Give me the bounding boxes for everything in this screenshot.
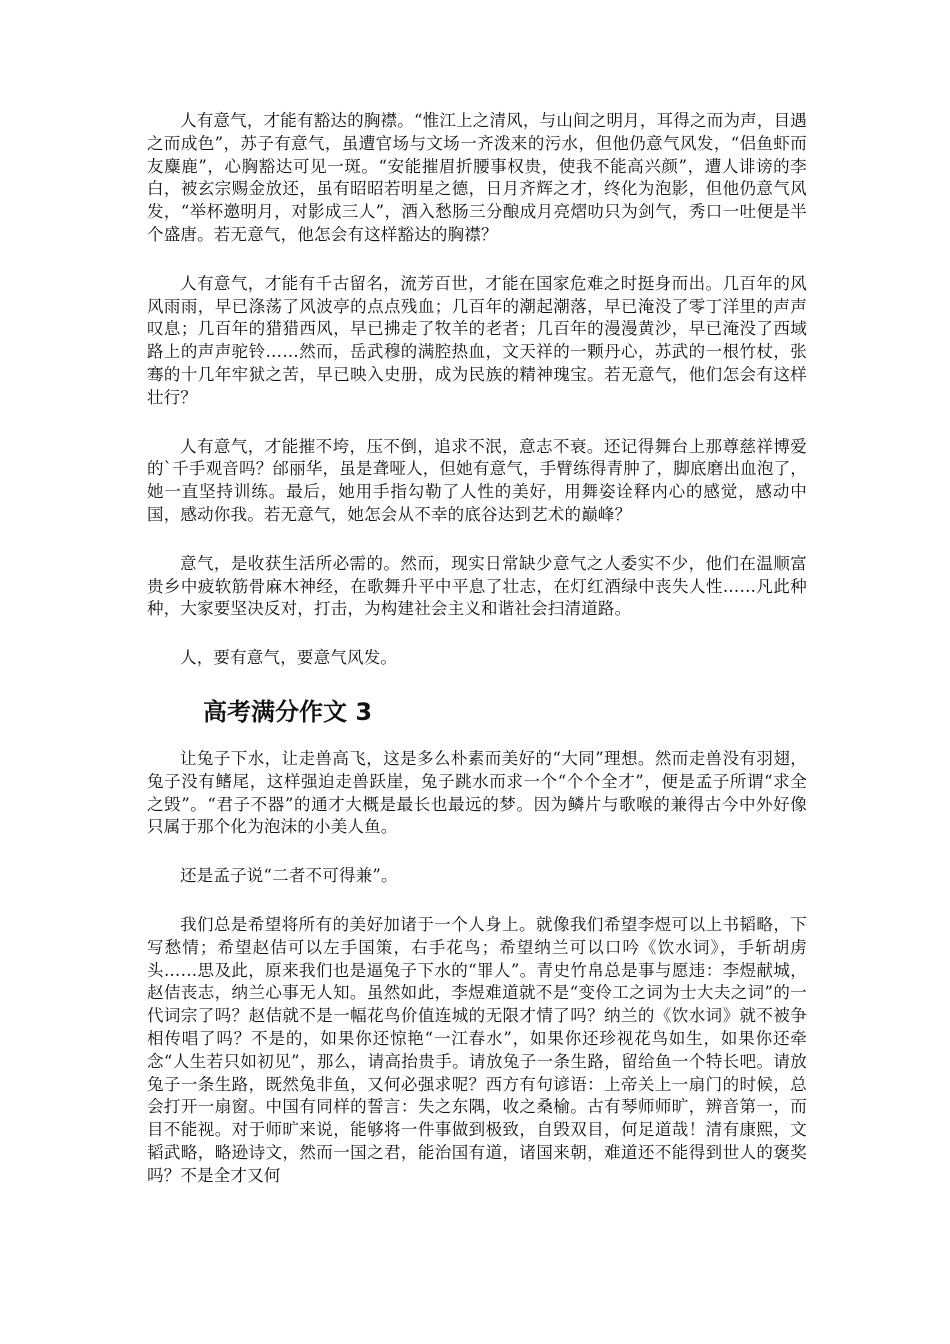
paragraph-rabbit-swim: 让兔子下水，让走兽高飞，这是多么朴素而美好的“大同”理想。然而走兽没有羽翅，兔子没有鳍尾，这样强迫走兽跃崖，兔子跳水而求一个“个个全才”，便是孟子所谓“求全之毁”。“君子不器”的通才大概是最长也最远的梦。因为鳞片与歌喉的兼得古今中外好像只属于那个化为泡沫的小美人鱼。 bbox=[147, 748, 807, 837]
essay-heading: 高考满分作文 3 bbox=[203, 697, 373, 726]
paragraph-all-virtues: 我们总是希望将所有的美好加诸于一个人身上。就像我们希望李煜可以上书韬略，下写愁情；希望赵佶可以左手国策，右手花鸟；希望纳兰可以口吟《饮水词》，手斩胡虏头……思及此，原来我们也是逼兔子下水的“罪人”。青史竹帛总是事与愿违：李煜献城，赵佶丧志，纳兰心事无人知。虽然如此，李煜难道就不是“变伶工之词为士大夫之词”的一代词宗了吗？赵佶就不是一幅花鸟价值连城的无限才情了吗？纳兰的《饮水词》就不被争相传唱了吗？不是的，如果你还惊艳“一江春水”，如果你还珍视花鸟如生，如果你还牵念“人生若只如初见”，那么，请高抬贵手。请放兔子一条生路，留给鱼一个特长吧。请放兔子一条生路，既然兔非鱼，又何必强求呢？西方有句谚语：上帝关上一扇门的时候，总会打开一扇窗。中国有同样的誓言：失之东隅，收之桑榆。古有琴师师旷，辨音第一，而目不能视。对于师旷来说，能够将一件事做到极致，自毁双目，何足道哉！清有康熙，文韬武略，略逊诗文，然而一国之君，能治国有道，诸国来朝，难道还不能得到世人的褒奖吗？不是全才又何 bbox=[147, 914, 807, 1185]
document-page bbox=[147, 110, 807, 1213]
paragraph-conclusion: 人，要有意气，要意气风发。 bbox=[180, 648, 398, 668]
paragraph-unbreakable-will: 人有意气，才能摧不垮，压不倒，追求不泯，意志不衰。还记得舞台上那尊慈祥博爱的`千手观音吗？邰丽华，虽是聋哑人，但她有意气，手臂练得青肿了，脚底磨出血泡了，她一直坚持训练。最后，她用手指勾勒了人性的美好，用舞姿诠释内心的感觉，感动中国，感动你我。若无意气，她怎会从不幸的底谷达到艺术的巅峰？ bbox=[147, 436, 807, 524]
paragraph-mencius: 还是孟子说“二者不可得兼”。 bbox=[180, 866, 398, 886]
paragraph-spirit-necessary: 意气，是收获生活所必需的。然而，现实日常缺少意气之人委实不少，他们在温顺富贵乡中疲软筋骨麻木神经，在歌舞升平中平息了壮志，在灯红酒绿中丧失人性……凡此种种，大家要坚决反对，打击，为构建社会主义和谐社会扫清道路。 bbox=[147, 553, 807, 619]
paragraph-broad-mind: 人有意气，才能有豁达的胸襟。“惟江上之清风，与山间之明月，耳得之而为声，目遇之而成色”，苏子有意气，虽遭官场与文场一齐泼来的污水，但他仍意气风发，“侣鱼虾而友麋鹿”，心胸豁达可见一斑。“安能摧眉折腰事权贵，使我不能高兴颜”，遭人诽谤的李白，被玄宗赐金放还，虽有昭昭若明星之德，日月齐辉之才，终化为泡影，但他仍意气风发，“举杯邀明月，对影成三人”，酒入愁肠三分酿成月亮熠叻只为剑气，秀口一吐便是半个盛唐。若无意气，他怎会有这样豁达的胸襟？ bbox=[147, 111, 807, 244]
paragraph-lasting-fame: 人有意气，才能有千古留名，流芳百世，才能在国家危难之时挺身而出。几百年的风风雨雨，早已涤荡了风波亭的点点残血；几百年的潮起潮落，早已淹没了零丁洋里的声声叹息；几百年的猎猎西风，早已拂走了牧羊的老者；几百年的漫漫黄沙，早已淹没了西域路上的声声驼铃……然而，岳武穆的满腔热血，文天祥的一颗丹心，苏武的一根竹杖，张骞的十几年牢狱之苦，早已映入史册，成为民族的精神瑰宝。若无意气，他们怎会有这样壮行？ bbox=[147, 273, 807, 407]
